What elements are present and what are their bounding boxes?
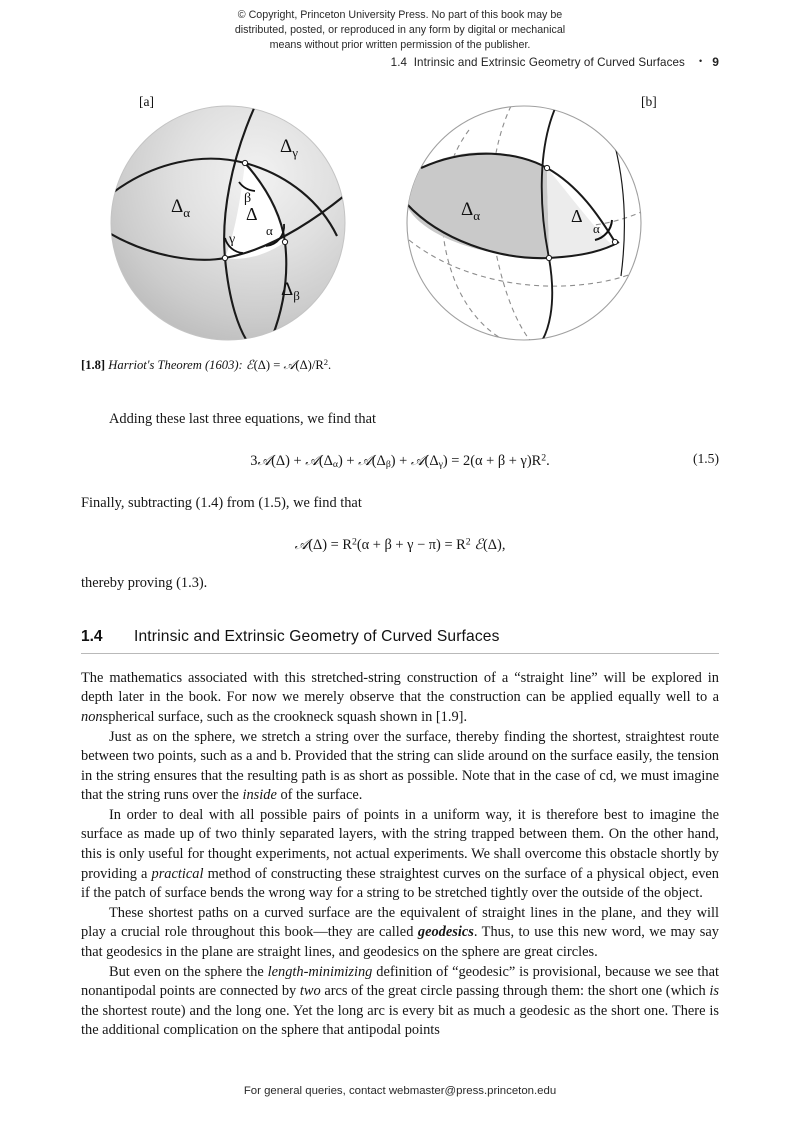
equation-1-5-block [81, 448, 719, 477]
page-body [81, 410, 719, 1041]
vertex-right-b [612, 239, 617, 244]
paragraph-5-italic-is: is [709, 983, 720, 1000]
paragraph-4-bold-italic-geodesics: geodesics [417, 924, 474, 941]
caption-tag: [1.8] [81, 358, 106, 372]
angle-label-alpha-a: α [266, 223, 273, 238]
region-label-delta-beta-a: $\Delta_\beta$ [281, 279, 300, 303]
paragraph-5-part-c: arcs of the great circle passing through them: the short one (which [320, 983, 710, 1000]
paragraph-finally: Finally, subtracting (1.4) from (1.5), we find that [81, 495, 362, 512]
copyright-line-1: © Copyright, Princeton University Press. No part of this book may be [237, 9, 563, 21]
paragraph-2 [81, 728, 719, 806]
paragraph-2-italic-inside: inside [242, 787, 277, 804]
paragraph-1-part-a: The mathematics associated with this stretched-string construction of a “straight line” will be explored in depth later in the book. For now we merely observe that the construction can be applied equally well to a [81, 669, 719, 706]
copyright-line-3: means without prior written permission of the publisher. [269, 39, 531, 52]
equation-1-5-number: (1.5) [692, 450, 719, 466]
paragraph-5 [81, 963, 719, 1041]
region-label-delta-a: Δ [246, 204, 258, 224]
vertex-right-a [282, 239, 287, 244]
equation-1-5: 3𝒜(Δ) + $𝒜(\Delta_\alpha)$ + $𝒜(\Delta_\beta)$ + $𝒜(\Delta_\gamma) = 2(\alpha + \beta + \gamma)R^2$. [250, 452, 550, 471]
paragraph-1-italic-non: non [81, 708, 103, 725]
panel-b-label: [b] [641, 94, 657, 109]
paragraph-4 [81, 904, 719, 963]
region-label-delta-alpha-a: $\Delta_\alpha$ [171, 196, 191, 220]
equation-area: 𝒜(Δ) = $R^2(\alpha + \beta + \gamma - \pi) = R^2$ ℰ(Δ), [294, 536, 506, 554]
region-label-delta-b: Δ [571, 206, 583, 226]
running-head-separator: • [698, 56, 703, 66]
figure-panel-b [399, 90, 689, 355]
paragraph-adding: Adding these last three equations, we find that [109, 411, 376, 427]
angle-label-alpha-b: α [593, 221, 600, 236]
sphere-diagram-b [399, 90, 689, 355]
section-heading [81, 628, 719, 654]
paragraph-1 [81, 669, 719, 728]
angle-label-beta-a: β [244, 191, 252, 206]
panel-a-label: [a] [139, 94, 154, 109]
paragraph-2-part-a: Just as on the sphere, we stretch a string over the surface, thereby finding the shortest, straightest route between two points, such as a and b. Provided that the string can slide around on the surface easily, the tension in the string ensures that the resulting path is as short as possible. Note that in the case of cd, we must imagine that the string runs over the [81, 728, 719, 804]
equation-area-block [81, 532, 719, 556]
figure-panel-a [103, 90, 393, 355]
running-head-section-number: 1.4 [390, 56, 408, 69]
paragraph-5-italic-two: two [299, 983, 321, 1000]
paragraph-3-italic-practical: practical [151, 865, 204, 882]
vertex-bottom-b [546, 255, 551, 260]
copyright-notice [0, 8, 800, 54]
angle-label-gamma-a: γ [229, 232, 236, 247]
sphere-diagram-a [103, 90, 393, 355]
paragraph-5-part-d: the shortest route) and the long one. Yet the long arc is every bit as much a geodesic as the short one. There is the additional complication on the sphere that antipodal points [81, 1002, 719, 1039]
sphere-body-a [111, 106, 345, 340]
region-label-delta-alpha-b: $\Delta_\alpha$ [461, 199, 481, 223]
paragraph-3-part-b: method of constructing these straightest curves on the surface of a physical object, even if the patch of surface bends the wrong way for a string to be stretched tightly over the outside of the object. [81, 865, 719, 902]
figure-caption [81, 357, 719, 373]
running-head-title: Intrinsic and Extrinsic Geometry of Curved Surfaces [413, 56, 685, 69]
paragraph-5-italic-length-minimizing: length-minimizing [267, 963, 373, 980]
running-head [81, 55, 719, 69]
paragraph-thereby: thereby proving (1.3). [81, 575, 208, 592]
section-number: 1.4 [81, 627, 103, 645]
vertex-bottom-left-a [222, 255, 227, 260]
paragraph-2-part-b: of the surface. [276, 787, 363, 804]
caption-formula: ℰ(Δ) = $𝒜(\Delta)/R^2$. [245, 357, 332, 372]
page-footer: For general queries, contact webmaster@press.princeton.edu [243, 1085, 557, 1097]
figure-1-8 [81, 90, 719, 355]
paragraph-4-part-a: These shortest paths on a curved surface are the equivalent of straight lines in the plane, and they will play a crucial role throughout this book—they are called [81, 904, 719, 941]
paragraph-5-part-a: But even on the sphere the [109, 963, 268, 980]
copyright-line-2: distributed, posted, or reproduced in any form by digital or mechanical [234, 24, 566, 37]
paragraph-1-part-b: spherical surface, such as the crookneck squash shown in [1.9]. [102, 708, 468, 725]
paragraph-3 [81, 806, 719, 904]
page-number: 9 [712, 55, 719, 69]
vertex-top-b [544, 165, 549, 170]
section-title: Intrinsic and Extrinsic Geometry of Curved Surfaces [134, 627, 500, 645]
caption-title: Harriot's Theorem (1603): [108, 358, 243, 372]
paragraph-3-part-a: In order to deal with all possible pairs of points in a uniform way, it is therefore best to imagine the surface as made up of two thinly separated layers, with the string trapped between them. On the other hand, this is only useful for thought experiments, not actual experiments. We shall overcome this obstacle shortly by providing a [81, 806, 719, 882]
vertex-top-a [242, 160, 247, 165]
region-label-delta-gamma-a: $\Delta_\gamma$ [280, 136, 298, 160]
section-rule [81, 653, 719, 654]
paragraph-4-part-b: . Thus, to use this new word, we may say that geodesics in the plane are straight lines, and geodesics on the sphere are great circles. [81, 924, 719, 961]
paragraph-5-part-b: definition of “geodesic” is provisional, because we see that nonantipodal points are connected by [81, 963, 719, 1000]
